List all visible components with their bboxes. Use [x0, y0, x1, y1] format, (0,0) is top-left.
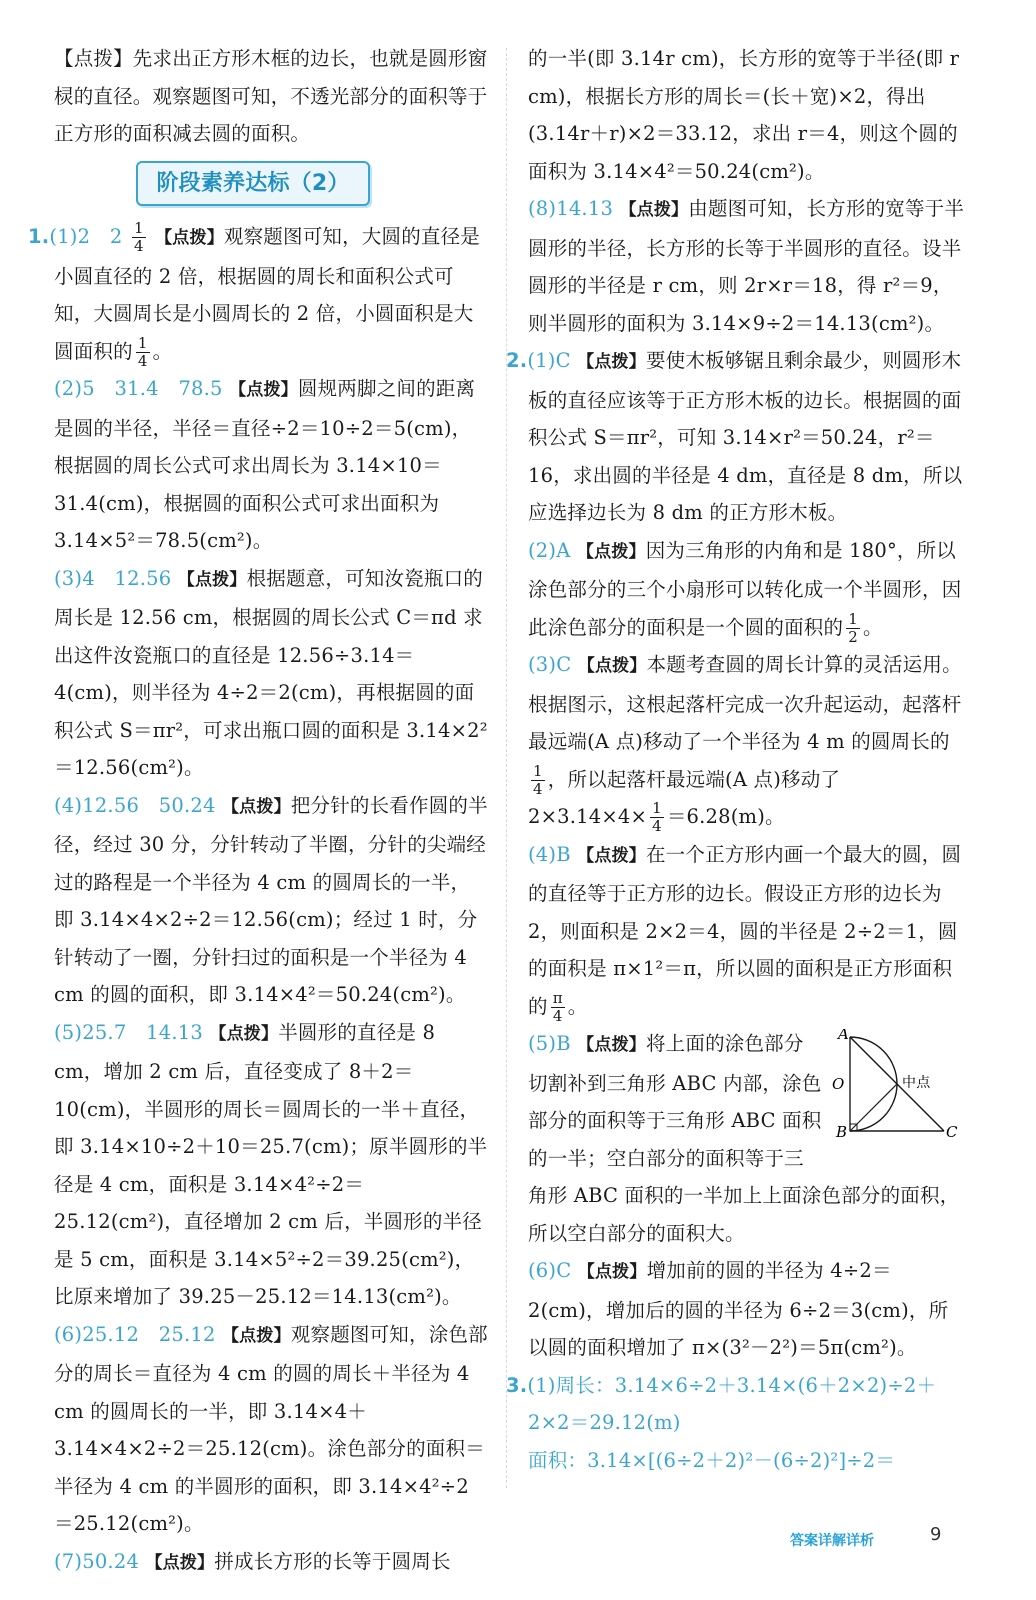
q1-6	[28, 1316, 488, 1543]
explanation: 圆规两脚之间的距离是圆的半径，半径＝直径÷2＝10÷2＝5(cm)，根据圆的周长公式可求出周长为 3.14×10＝31.4(cm)，根据圆的面积公式可求出面积为 3.14×5²＝78.5(cm²)。	[54, 377, 476, 552]
explanation: 拼成长方形的长等于圆周长	[214, 1549, 451, 1573]
answer: (8)14.13	[528, 197, 614, 220]
calculation: 2×3.14×4×	[528, 805, 648, 828]
explanation: 在一个正方形内画一个最大的圆，圆的直径等于正方形的边长。假设正方形的边长为 2，则面积是 2×2＝4，圆的半径是 2÷2＝1，圆的面积是 π×1²＝π，所以圆的面积是正方形面积的	[528, 842, 962, 1018]
explanation: 本题考查圆的周长计算的灵活运用。根据图示，这根起落杆完成一次升起运动，起落杆最远端(A 点)移动了一个半径为 4 m 的圆周长的	[528, 653, 962, 753]
q1-2	[28, 370, 488, 560]
answer: (2)A	[528, 538, 571, 562]
explanation: 由题图可知，长方形的宽等于半圆形的半径，长方形的长等于半圆形的直径。设半圆形的半径是 r cm，则 2r×r＝18，得 r²＝9，则半圆形的面积为 3.14×9÷2＝14.13(cm²)。	[528, 197, 965, 335]
triangle-semicircle-figure	[828, 1029, 968, 1139]
explanation: 增加前的圆的半径为 4÷2＝2(cm)，增加后的圆的半径为 6÷2＝3(cm)，所以圆的面积增加了 π×(3²－2²)＝5π(cm²)。	[528, 1259, 949, 1359]
answer: (5)25.7 14.13	[54, 1020, 203, 1044]
intro-tip: 【点拨】先求出正方形木框的边长，也就是圆形窗棂的直径。观察题图可知，不透光部分的面积等于正方形的面积减去圆的面积。	[54, 47, 488, 145]
answer: (2)5 31.4 78.5	[54, 377, 223, 400]
explanation: 观察题图可知，大圆的直径是小圆直径的 2 倍，根据圆的周长和面积公式可知，大圆周长是小圆周长的 2 倍，小圆面积是大圆面积的	[54, 225, 481, 363]
explanation: 把分针的长看作圆的半径，经过 30 分，分针转动了半圈，分针的尖端经过的路程是一个半径为 4 cm 的圆周长的一半，即 3.14×4×2÷2＝12.56(cm)；经过 1 时，分针转动了一圈，分针扫过的面积是一个半径为 4 cm 的圆的面积，即 3.14×4²＝50.24(cm²)。	[54, 793, 488, 1006]
fraction: $\frac{1}{2}$	[848, 609, 858, 646]
column-divider	[506, 48, 507, 1488]
q2-6	[528, 1252, 968, 1367]
fraction: $\frac{1}{4}$	[137, 333, 148, 370]
explanation: 将上面的涂色部分切割补到三角形 ABC 内部，涂色部分的面积等于三角形 ABC 面积的一半；空白部分的面积等于三角形 ABC 面积的一半加上上面涂色部分的面积，所以空白部分的面积大。	[528, 1032, 960, 1245]
right-column	[506, 40, 968, 1479]
fraction: $\frac{1}{4}$	[533, 761, 543, 798]
fraction: $\frac{\pi}{4}$	[552, 988, 563, 1025]
tip-label: 【点拨】	[576, 541, 646, 562]
tip-label: 【点拨】	[577, 1035, 646, 1055]
tip-label: 【点拨】	[619, 200, 689, 220]
q2-3: (3)C 【点拨】本题考查圆的周长计算的灵活运用。根据图示，这根起落杆完成一次升起运动，起落杆最远端(A 点)移动了一个半径为 4 m 的圆周长的 $\frac{1}{4}$ ，所以起落杆最远端(A 点)移动了 2×3.14×4× $\frac{1}{4}$ ＝6.28(m)。	[528, 653, 962, 835]
answer: (6)25.12 25.12	[54, 1322, 216, 1346]
q1-5	[28, 1014, 488, 1316]
tip-label: 【点拨】	[577, 1262, 647, 1282]
answer-area: 面积：3.14×[(6÷2＋2)²－(6÷2)²]÷2＝	[528, 1448, 896, 1472]
label-o: O	[832, 1075, 845, 1093]
page-number: 9	[930, 1524, 942, 1545]
section-title: 阶段素养达标（2）	[136, 161, 370, 207]
label-midpoint: 中点	[902, 1075, 931, 1091]
question-number: 1.	[28, 225, 50, 248]
tip-label: 【点拨】	[229, 380, 298, 400]
label-c: C	[946, 1123, 958, 1139]
left-column	[28, 40, 488, 1582]
answer: (1)C	[527, 349, 571, 372]
label-b: B	[836, 1123, 848, 1139]
q2-4: (4)B 【点拨】在一个正方形内画一个最大的圆，圆的直径等于正方形的边长。假设正方形的边长为 2，则面积是 2×2＝4，圆的半径是 2÷2＝1，圆的面积是 π×1²＝π，所以圆的面积是正方形面积的 $\frac{\pi}{4}$ 。	[528, 842, 962, 1025]
answer: (4)12.56 50.24	[54, 793, 216, 817]
tip-label: 【点拨】	[177, 569, 247, 590]
q2-1	[506, 342, 968, 532]
fraction: $\frac{1}{4}$	[133, 219, 144, 255]
q1-1: 1.(1)2 2 $\frac{1}{4}$ 【点拨】观察题图可知，大圆的直径是小圆直径的 2 倍，根据圆的周长和面积公式可知，大圆周长是小圆周长的 2 倍，小圆面积是大圆面积的 $\frac{1}{4}$ 。	[28, 219, 481, 370]
answer: (4)B	[528, 842, 571, 866]
answer: (7)50.24	[54, 1549, 140, 1573]
answer: (5)B	[528, 1032, 571, 1055]
question-number: 3.	[506, 1373, 528, 1397]
q1-3	[28, 560, 488, 787]
answer: (1)2 2	[49, 225, 123, 248]
answer: (1)周长：3.14×6÷2＋3.14×(6＋2×2)÷2＋2×2＝29.12(m)	[527, 1373, 937, 1434]
label-a: A	[838, 1029, 850, 1043]
tip-label: 【点拨】	[221, 1325, 291, 1346]
answer: (3)C	[528, 653, 572, 676]
explanation: 观察题图可知，涂色部分的周长＝直径为 4 cm 的圆的周长＋半径为 4 cm 的圆周长的一半，即 3.14×4＋3.14×4×2÷2＝25.12(cm)。涂色部分的面积＝半径为 4 cm 的半圆形的面积，即 3.14×4²÷2＝25.12(cm²)。	[54, 1322, 488, 1535]
q2-5	[528, 1025, 968, 1252]
q2-2: (2)A 【点拨】因为三角形的内角和是 180°，所以涂色部分的三个小扇形可以转化成一个半圆形，因此涂色部分的面积是一个圆的面积的 $\frac{1}{2}$ 。	[528, 538, 962, 646]
question-number: 2.	[506, 349, 528, 372]
tip-label: 【点拨】	[577, 656, 647, 676]
explanation: 因为三角形的内角和是 180°，所以涂色部分的三个小扇形可以转化成一个半圆形，因此涂色部分的面积是一个圆的面积的	[528, 538, 962, 639]
answer: (3)4 12.56	[54, 566, 172, 590]
tip-label: 【点拨】	[155, 228, 224, 248]
explanation: 根据题意，可知汝瓷瓶口的周长是 12.56 cm，根据圆的周长公式 C＝πd 求出这件汝瓷瓶口的直径是 12.56÷3.14＝4(cm)，则半径为 4÷2＝2(cm)，再根据圆的面积公式 S＝πr²，可求出瓶口圆的面积是 3.14×2²＝12.56(cm²)。	[54, 566, 488, 779]
tip-label: 【点拨】	[221, 796, 291, 817]
q1-7	[28, 1543, 488, 1583]
tip-label: 【点拨】	[577, 845, 646, 866]
q3-1	[506, 1367, 968, 1480]
q1-4	[28, 787, 488, 1014]
footer-tag: 答案详解详析	[790, 1533, 874, 1549]
explanation: 要使木板够锯且剩余最少，则圆形木板的直径应该等于正方形木板的边长。根据圆的面积公式 S＝πr²，可知 3.14×r²＝50.24，r²＝16，求出圆的半径是 4 dm，直径是 8 dm，所以应选择边长为 8 dm 的正方形木板。	[528, 349, 963, 524]
tip-label: 【点拨】	[145, 1552, 215, 1573]
q1-7-continued: 的一半(即 3.14r cm)，长方形的宽等于半径(即 r cm)，根据长方形的周长＝(长＋宽)×2，得出(3.14r＋r)×2＝33.12，求出 r＝4，则这个圆的面积为 3.14×4²＝50.24(cm²)。	[528, 47, 960, 183]
tip-label: 【点拨】	[577, 352, 646, 372]
q1-8	[528, 190, 968, 342]
explanation: 半圆形的直径是 8 cm，增加 2 cm 后，直径变成了 8＋2＝10(cm)，半圆形的周长＝圆周长的一半＋直径，即 3.14×10÷2＋10＝25.7(cm)；原半圆形的半径是 4 cm，面积是 3.14×4²÷2＝25.12(cm²)，直径增加 2 cm 后，半圆形的半径是 5 cm，面积是 3.14×5²÷2＝39.25(cm²)，比原来增加了 39.25－25.12＝14.13(cm²)。	[54, 1020, 488, 1308]
answer: (6)C	[528, 1259, 572, 1282]
tip-label: 【点拨】	[209, 1023, 279, 1044]
fraction: $\frac{1}{4}$	[652, 799, 662, 835]
